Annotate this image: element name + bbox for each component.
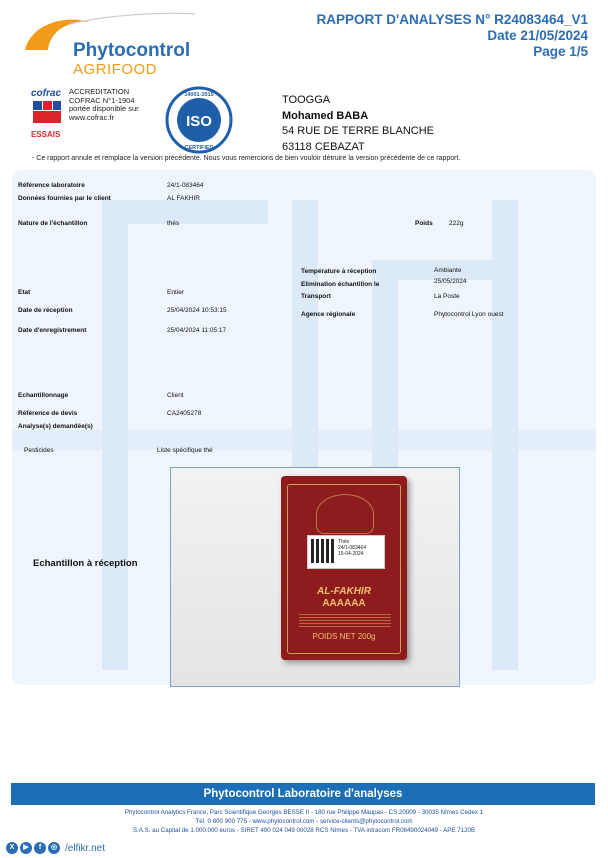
accreditation-line: ACCREDITATION: [69, 87, 130, 96]
box-brand-arabic: AAAAAA: [322, 598, 366, 609]
essais-word: ESSAIS: [31, 130, 61, 139]
report-number: RAPPORT D'ANALYSES N° R24083464_V1: [316, 12, 588, 27]
devis-label: Référence de devis: [18, 410, 78, 417]
nature-label: Nature de l'échantillon: [18, 220, 88, 227]
pesticides-label: Pesticides: [24, 447, 54, 454]
accreditation-line: www.cofrac.fr: [69, 112, 115, 122]
accreditation-line: COFRAC N°1-1904: [69, 95, 135, 105]
footer-legal: S.A.S. au Capital de 1.000.000 euros - SIRET 490 024 049 00028 RCS Nîmes - TVA intracom FR08490024049 - APE 7120B: [132, 827, 476, 834]
box-brand: AL-FAKHIR: [317, 586, 371, 597]
agence-label: Agence régionale: [301, 311, 356, 318]
x-icon[interactable]: X: [6, 842, 18, 854]
accreditation-text: [69, 88, 139, 122]
temp-value: Ambiante: [434, 267, 462, 274]
client-name: Mohamed BABA: [282, 109, 369, 122]
box-weight: POIDS NET 200g: [312, 632, 376, 641]
instagram-icon[interactable]: ◎: [48, 842, 60, 854]
transport-value: La Poste: [434, 293, 460, 300]
brand-name: Phytocontrol: [73, 40, 191, 61]
temp-label: Température à réception: [301, 268, 377, 275]
sticker-line: 15-04-2024: [338, 551, 364, 557]
facebook-icon[interactable]: f: [34, 842, 46, 854]
client-address: [282, 93, 434, 155]
sticker-line: 24/1-083464: [338, 545, 367, 551]
iso-bottom-text: CERTIFIED: [184, 145, 214, 151]
qr-code-icon: [311, 539, 335, 563]
date-reception-value: 25/04/2024 10:53:15: [167, 307, 227, 314]
pesticides-value: Liste spécifique thé: [157, 447, 213, 454]
footer-contact: Tél. 0 800 900 775 - www.phytocontrol.com - service-clients@phytocontrol.com: [195, 818, 413, 825]
client-city: 63118 CEBAZAT: [282, 140, 365, 153]
iso-top-text: 14001-2015: [184, 92, 214, 98]
sticker-line: Thés: [338, 539, 350, 545]
analyses-label: Analyse(s) demandée(s): [18, 423, 93, 430]
agence-value: Phytocontrol Lyon ouest: [434, 311, 504, 318]
social-bar: [6, 840, 105, 856]
echantillonnage-value: Client: [167, 392, 184, 399]
accreditation-line: portée disponible sur: [69, 104, 139, 113]
social-handle[interactable]: /elfikr.net: [65, 842, 106, 854]
date-reception-label: Date de réception: [18, 307, 73, 314]
box-emblem-icon: [316, 494, 374, 534]
elim-label: Elimination échantillon le: [301, 281, 380, 288]
ref-lab-value: 24/1-083464: [167, 182, 204, 189]
devis-value: CA2405278: [167, 410, 202, 417]
ref-lab-label: Référence laboratoire: [18, 182, 85, 189]
youtube-icon[interactable]: ▶: [20, 842, 32, 854]
nature-value: thés: [167, 220, 180, 227]
poids-value: 222g: [449, 220, 464, 227]
cofrac-mark-icon: [31, 99, 63, 125]
client-street: 54 RUE DE TERRE BLANCHE: [282, 125, 435, 137]
photo-caption: Echantillon à réception: [33, 558, 138, 569]
poids-label: Poids: [415, 220, 433, 227]
report-date: Date 21/05/2024: [487, 28, 588, 43]
elim-value: 25/05/2024: [434, 278, 467, 285]
transport-label: Transport: [301, 293, 331, 300]
iso-seal-icon: [165, 86, 233, 154]
sample-photo: [170, 467, 460, 687]
footer-address: Phytocontrol Analytics France, Parc Scientifique Georges BESSE II - 180 rue Philippe Maupas - CS 20009 - 30035 Nîmes Cedex 1: [124, 809, 484, 816]
donnees-label: Données fournies par le client: [18, 195, 111, 202]
cofrac-logo: [31, 88, 65, 139]
date-enregistrement-label: Date d'enregistrement: [18, 327, 87, 334]
date-enregistrement-value: 25/04/2024 11:05:17: [167, 327, 227, 334]
report-header: [317, 12, 588, 60]
iso-certified-badge: [165, 86, 233, 159]
donnees-value: AL FAKHIR: [167, 195, 200, 202]
footer-title: Phytocontrol Laboratoire d'analyses: [11, 783, 595, 805]
cofrac-word: cofrac: [31, 88, 62, 99]
etat-label: Etat: [18, 289, 31, 296]
echantillonnage-label: Echantillonnage: [18, 392, 69, 399]
iso-text: ISO: [186, 113, 212, 130]
client-company: TOOGGA: [282, 94, 331, 106]
box-text-lines: [299, 614, 391, 628]
report-page: Page 1/5: [533, 44, 588, 59]
replacement-notice: - Ce rapport annule et remplace la version précédente. Nous vous remercions de bien vouloir détruire la version précédente de ce rapport.: [32, 155, 461, 162]
sample-sticker: [307, 535, 385, 569]
brand-sub: AGRIFOOD: [73, 61, 158, 78]
etat-value: Entier: [167, 289, 184, 296]
